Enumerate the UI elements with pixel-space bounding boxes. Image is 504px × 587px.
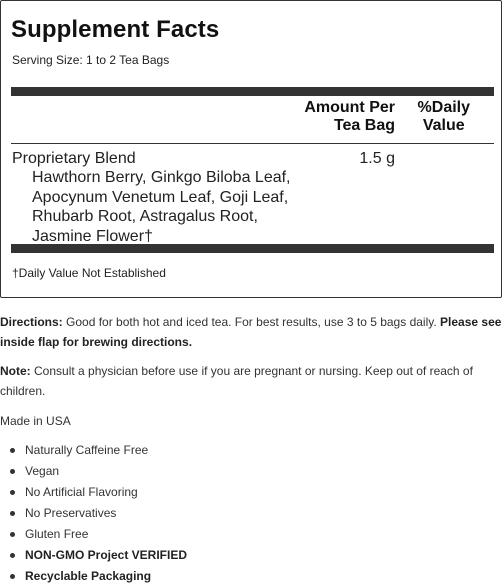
column-header-amount-line1: Amount Per [304,99,395,116]
thick-divider-bottom [11,244,494,253]
blend-line: Jasmine Flower† [32,227,153,245]
feature-text: Naturally Caffeine Free [25,443,149,457]
bullet-icon [10,448,15,453]
directions-emphasis: Please see inside flap for brewing directions. [0,315,502,349]
note-paragraph [0,361,504,401]
feature-item [0,545,187,566]
footnote: †Daily Value Not Established [12,266,166,280]
column-header-amount-line2: Tea Bag [333,117,395,134]
column-header-daily-value [418,99,470,135]
feature-text: Recyclable Packaging [25,569,152,583]
bullet-icon [10,532,15,537]
feature-item [0,440,187,461]
made-in-text: Made in USA [0,414,71,428]
feature-text: No Preservatives [25,506,117,520]
feature-text: Vegan [25,464,60,478]
bullet-icon [10,553,15,558]
feature-text: No Artificial Flavoring [25,485,138,499]
note-label: Note: [0,364,31,378]
directions-paragraph [0,312,504,352]
feature-item [0,524,187,545]
thin-divider [11,143,494,144]
note-text: Consult a physician before use if you are pregnant or nursing. Keep out of reach of children. [0,364,473,398]
directions-text: Good for both hot and iced tea. For best results, use 3 to 5 bags daily. [62,315,441,329]
feature-item [0,461,187,482]
facts-title: Supplement Facts [11,16,220,43]
feature-text: NON-GMO Project VERIFIED [25,548,188,562]
bullet-icon [10,469,15,474]
blend-line: Apocynum Venetum Leaf, Goji Leaf, [32,188,289,206]
blend-name: Proprietary Blend [12,150,136,167]
blend-line: Hawthorn Berry, Ginkgo Biloba Leaf, [32,169,291,186]
feature-text: Gluten Free [25,527,89,541]
column-header-dv-line1: %Daily [417,99,470,116]
feature-list [0,440,187,587]
blend-line: Rhubarb Root, Astragalus Root, [32,208,258,225]
bullet-icon [10,511,15,516]
blend-ingredients [32,168,312,246]
bullet-icon [10,574,15,579]
thick-divider-top [11,87,494,96]
bullet-icon [10,490,15,495]
column-header-amount [304,99,395,135]
serving-size: Serving Size: 1 to 2 Tea Bags [12,53,170,67]
directions-label: Directions: [0,315,63,329]
feature-item [0,482,187,503]
blend-amount: 1.5 g [359,150,395,167]
feature-item [0,503,187,524]
column-header-dv-line2: Value [422,117,465,134]
